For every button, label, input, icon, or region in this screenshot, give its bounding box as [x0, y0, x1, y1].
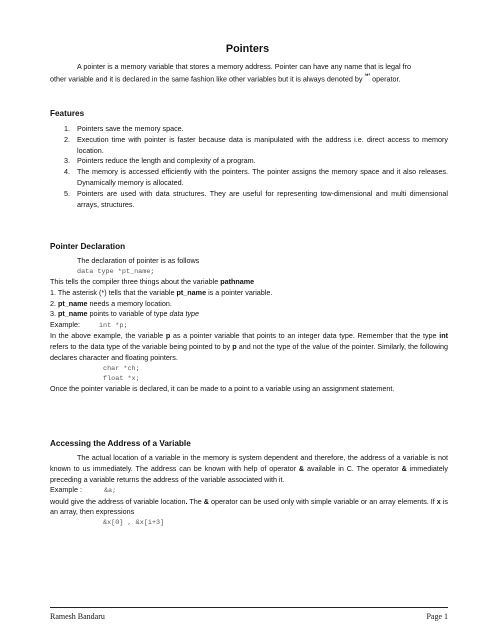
point3-num: 3.: [50, 309, 58, 319]
address-paragraph-1: [50, 453, 448, 485]
list-number: 5.: [64, 188, 70, 198]
declaration-intro: The declaration of pointer is as follows: [77, 256, 200, 265]
declaration-point-1: [50, 288, 448, 299]
point3-bold: pt_name: [58, 309, 88, 319]
features-list: [50, 124, 448, 210]
p2-b: .: [185, 496, 188, 506]
p2-d: &: [203, 496, 209, 506]
list-text: Pointers save the memory space.: [77, 124, 184, 133]
address-paragraph-2: [50, 497, 448, 519]
example-label: Example:: [50, 320, 80, 330]
point3-mid: points to variable of type: [87, 309, 170, 319]
list-number: 1.: [64, 124, 70, 133]
p2-f: x: [436, 496, 441, 506]
footer-author: Ramesh Bandaru: [50, 612, 105, 621]
tells-bold: pathname: [220, 276, 255, 286]
point2-bold: pt_name: [58, 298, 88, 308]
p1-a: The actual location of a variable in the memory is system dependent and therefore, the address of a variable is not known to us immediately. The address can be known with help of operator: [50, 453, 448, 473]
intro-line-2: [50, 73, 448, 85]
declaration-closing: Once the pointer variable is declared, it can be made to a point to a variable using an assignment statement.: [50, 384, 395, 394]
list-number: 3.: [64, 156, 70, 166]
declaration-paragraph: [50, 331, 448, 363]
p1-b: &: [298, 463, 305, 473]
para-e: refers to the data type of the variable being pointed to by: [50, 342, 233, 352]
list-text: Pointers reduce the length and complexity of a program.: [77, 156, 256, 166]
address-example-label: Example :: [50, 485, 82, 495]
declaration-example: [50, 320, 448, 331]
para-c: as a pointer variable that points to an integer data type. Remember that the type: [170, 331, 440, 341]
point1-end: is a pointer variable.: [206, 287, 273, 297]
tells-text: This tells the compiler three things about the variable: [50, 276, 221, 286]
address-example-code: &a;: [103, 487, 117, 496]
declaration-tells: [50, 277, 448, 288]
page-title: Pointers: [225, 43, 270, 55]
footer-divider: [50, 607, 448, 608]
list-item: [50, 167, 448, 189]
intro-line-1: A pointer is a memory variable that stores a memory address. Pointer can have any name that is legal fro: [77, 62, 411, 71]
point1-bold: pt_name: [176, 287, 207, 297]
list-text: Pointers are used with data structures. They are useful for representing tow-dimensional and multi dimensional arrays, structures.: [77, 188, 448, 209]
list-item: [50, 156, 448, 167]
intro-paragraph: [50, 62, 448, 85]
declaration-section: [50, 256, 448, 395]
code-char: char *ch;: [103, 364, 140, 373]
para-f: p: [232, 342, 237, 352]
declaration-point-3: [50, 309, 448, 320]
list-text: The memory is accessed efficiently with the pointers. The pointer assigns the memory space and it also releases. Dynamically memory is allocated.: [77, 167, 448, 187]
para-g: and not the type of the value of the pointer. Similarly, the following declares character and floating pointers.: [50, 342, 449, 362]
address-example: [50, 485, 448, 496]
list-item: [50, 189, 448, 211]
para-a: In the above example, the variable: [50, 331, 166, 341]
address-section: [50, 453, 448, 528]
declaration-syntax: data type *pt_name;: [77, 267, 155, 276]
address-heading: Accessing the Address of a Variable: [50, 439, 191, 448]
declaration-point-2: [50, 299, 448, 310]
features-heading: Features: [50, 109, 85, 118]
list-item: [50, 124, 448, 135]
p1-d: &: [401, 463, 407, 473]
p2-g: is an array, then expressions: [50, 496, 448, 517]
example-code: int *p;: [98, 322, 128, 331]
point3-italic: data type: [169, 309, 200, 319]
list-number: 4.: [64, 167, 70, 177]
para-b: p: [165, 331, 171, 341]
intro-line-2-text: other variable and it is declared in the same fashion like other variables but it is always denoted by: [50, 74, 363, 84]
declaration-heading: Pointer Declaration: [50, 242, 126, 251]
point2-end: needs a memory location.: [87, 298, 172, 308]
p2-e: operator can be used only with simple variable or an array elements. If: [208, 496, 437, 506]
p2-c: The: [187, 496, 204, 506]
p2-a: would give the address of variable location: [50, 496, 186, 506]
point2-num: 2.: [50, 298, 58, 308]
asterisk-symbol: ‘*’: [364, 73, 371, 80]
p1-e: immediately preceding a variable returns the address of the variable associated with it.: [50, 463, 448, 484]
p1-c: available in C. The operator: [304, 463, 402, 473]
para-d: int: [439, 331, 448, 341]
point1-text: 1. The asterisk (*) tells that the variable: [50, 287, 177, 297]
list-text: Execution time with pointer is faster because data is manipulated with the address i.e. direct access to memory location.: [77, 134, 448, 155]
list-number: 2.: [64, 134, 70, 144]
list-item: [50, 135, 448, 157]
intro-line-2-end: operator.: [372, 74, 401, 84]
address-code: &x[0] , &x[i+3]: [103, 519, 165, 528]
code-float: float *x;: [103, 374, 140, 383]
footer-page-number: Page 1: [426, 612, 448, 621]
